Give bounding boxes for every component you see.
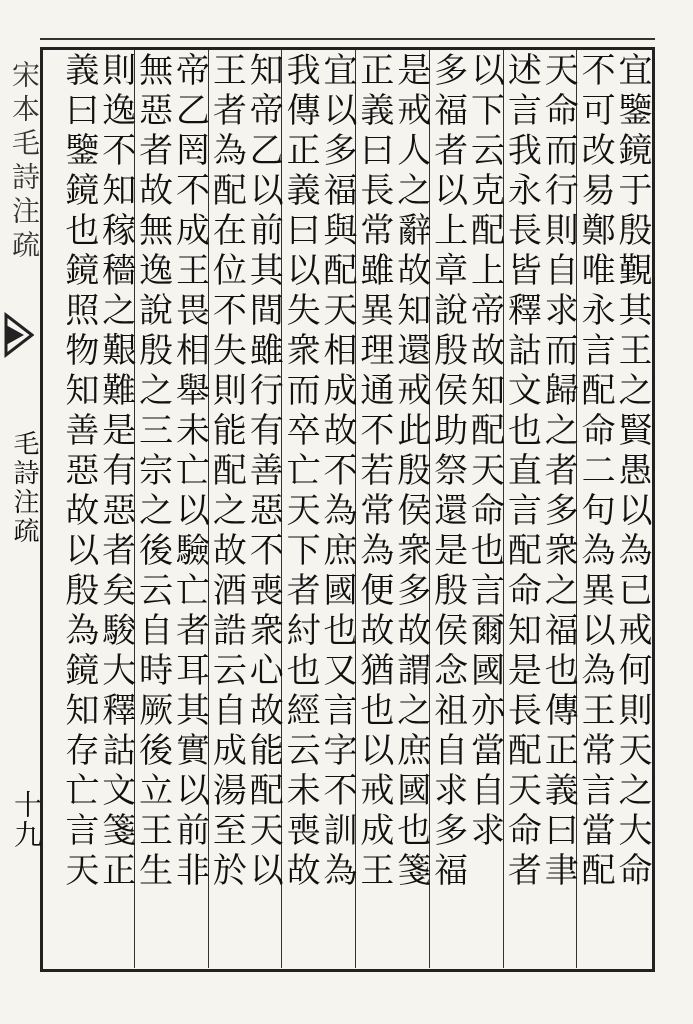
top-rule	[40, 38, 655, 40]
text-column-11: 知帝乙以前其間雖行有善惡不喪衆心故能配天以	[243, 52, 284, 892]
text-column-4: 述言我永長皆釋詁文也直言配命知是長配天命者	[501, 52, 542, 892]
text-column-6: 多福者以上章說殷侯助祭還是殷侯念祖自求多福	[427, 52, 468, 892]
text-column-13: 帝乙罔不成王畏相舉未亡以驗亡者耳其實以前非	[169, 52, 210, 892]
text-column-7: 是戒人之辭故知還戒此殷侯衆多故謂之庶國也箋	[390, 52, 431, 892]
text-column-10: 我傳正義曰以失衆而卒亡天下者紂也經云未喪故	[280, 52, 321, 892]
text-column-8: 正義曰長常雖異理通不若常為便故猶也以戒成王	[353, 52, 394, 892]
text-column-16: 義曰鑒鏡也鏡照物知善惡故以殷為鏡知存亡言天	[58, 52, 99, 892]
text-column-1: 宜鑒鏡于殷覲其王之賢愚以為已戒何則天之大命	[612, 52, 652, 892]
margin-header: 宋本毛詩注疏	[8, 60, 41, 264]
text-column-15: 則逸不知稼穡之艱難是有惡者矣駿大釋詁文箋正	[95, 52, 136, 892]
text-column-2: 不可改易鄭唯永言配命二句為異以為王常言當配	[575, 52, 616, 892]
text-column-14: 無惡者故無逸說殷之三宗之後云自時厥後立王生	[132, 52, 173, 892]
text-column-9: 宜以多福與配天相成故不為庶國也又言字不訓為	[317, 52, 357, 892]
text-column-5: 以下云克配上帝故知配天命也言爾國亦當自求	[464, 52, 505, 852]
text-column-3: 天命而行則自求而歸之者多衆之福也傳正義曰聿	[538, 52, 579, 892]
book-title: 毛詩注疏	[9, 430, 39, 546]
fish-tail-mark-icon	[4, 305, 34, 365]
text-column-12: 王者為配在位不失則能配之故酒誥云自成湯至於	[206, 52, 247, 892]
page-number: 十九	[10, 790, 43, 850]
